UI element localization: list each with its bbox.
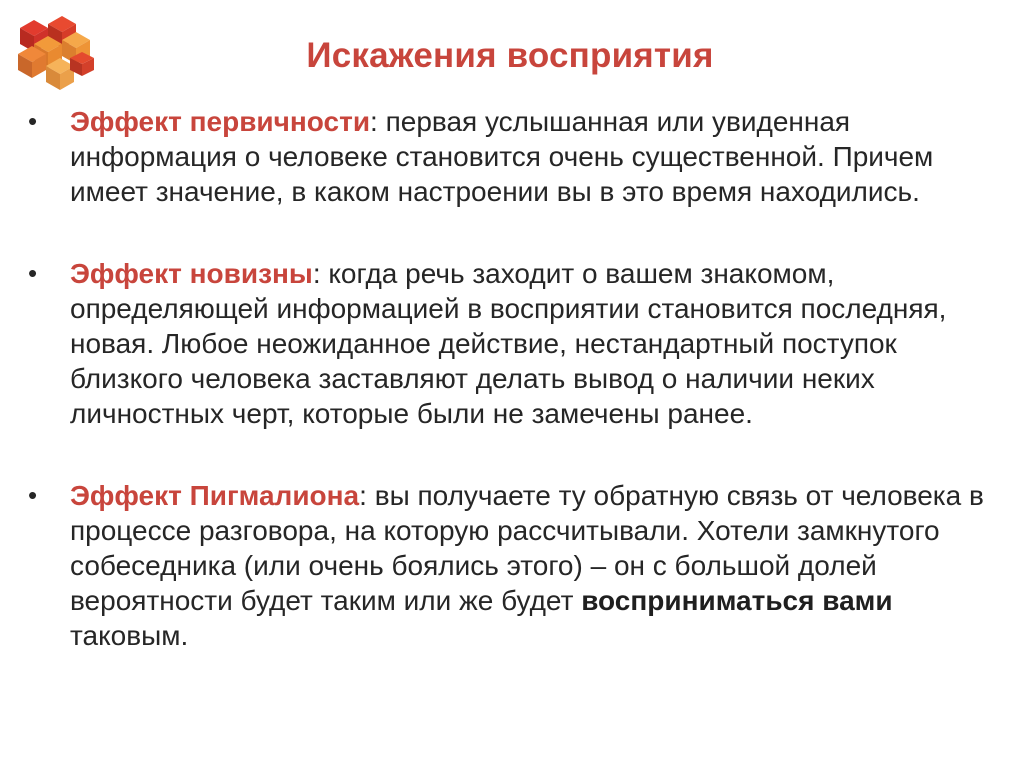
red-orange-cubes-logo-icon [10, 14, 98, 96]
bullet-icon: • [28, 480, 38, 510]
bullet-term: Эффект первичности [70, 106, 371, 137]
bullet-item-primacy-effect [28, 104, 1003, 209]
bullet-icon: • [28, 258, 38, 288]
bullet-term: Эффект Пигмалиона [70, 480, 360, 511]
bullet-item-recency-effect [28, 256, 1003, 431]
bullet-text: : вы получаете ту обратную связь от человека в процессе разговора, на которую рассчитывали. Хотели замкнутого собеседника (или очень боялись этого) – он с большой долей вероятности будет таким или же будет [70, 480, 984, 616]
bullet-icon: • [28, 106, 38, 136]
bullet-text: : когда речь заходит о вашем знакомом, определяющей информацией в восприятии становится последняя, новая. Любое неожиданное действие, нестандартный поступок близкого человека заставляют делать вывод о наличии неких личностных черт, которые были не замечены ранее. [70, 258, 947, 429]
bullet-text: : первая услышанная или увиденная информация о человеке становится очень существенной. Причем имеет значение, в каком настроении вы в это время находились. [70, 106, 934, 207]
bullet-list [28, 104, 1003, 653]
slide-title: Искажения восприятия [306, 36, 714, 75]
bullet-item-pygmalion-effect [28, 478, 1003, 653]
bullet-text-end: таковым. [70, 620, 189, 651]
bullet-emphasis: восприниматься вами [581, 585, 893, 616]
bullet-term: Эффект новизны [70, 258, 313, 289]
